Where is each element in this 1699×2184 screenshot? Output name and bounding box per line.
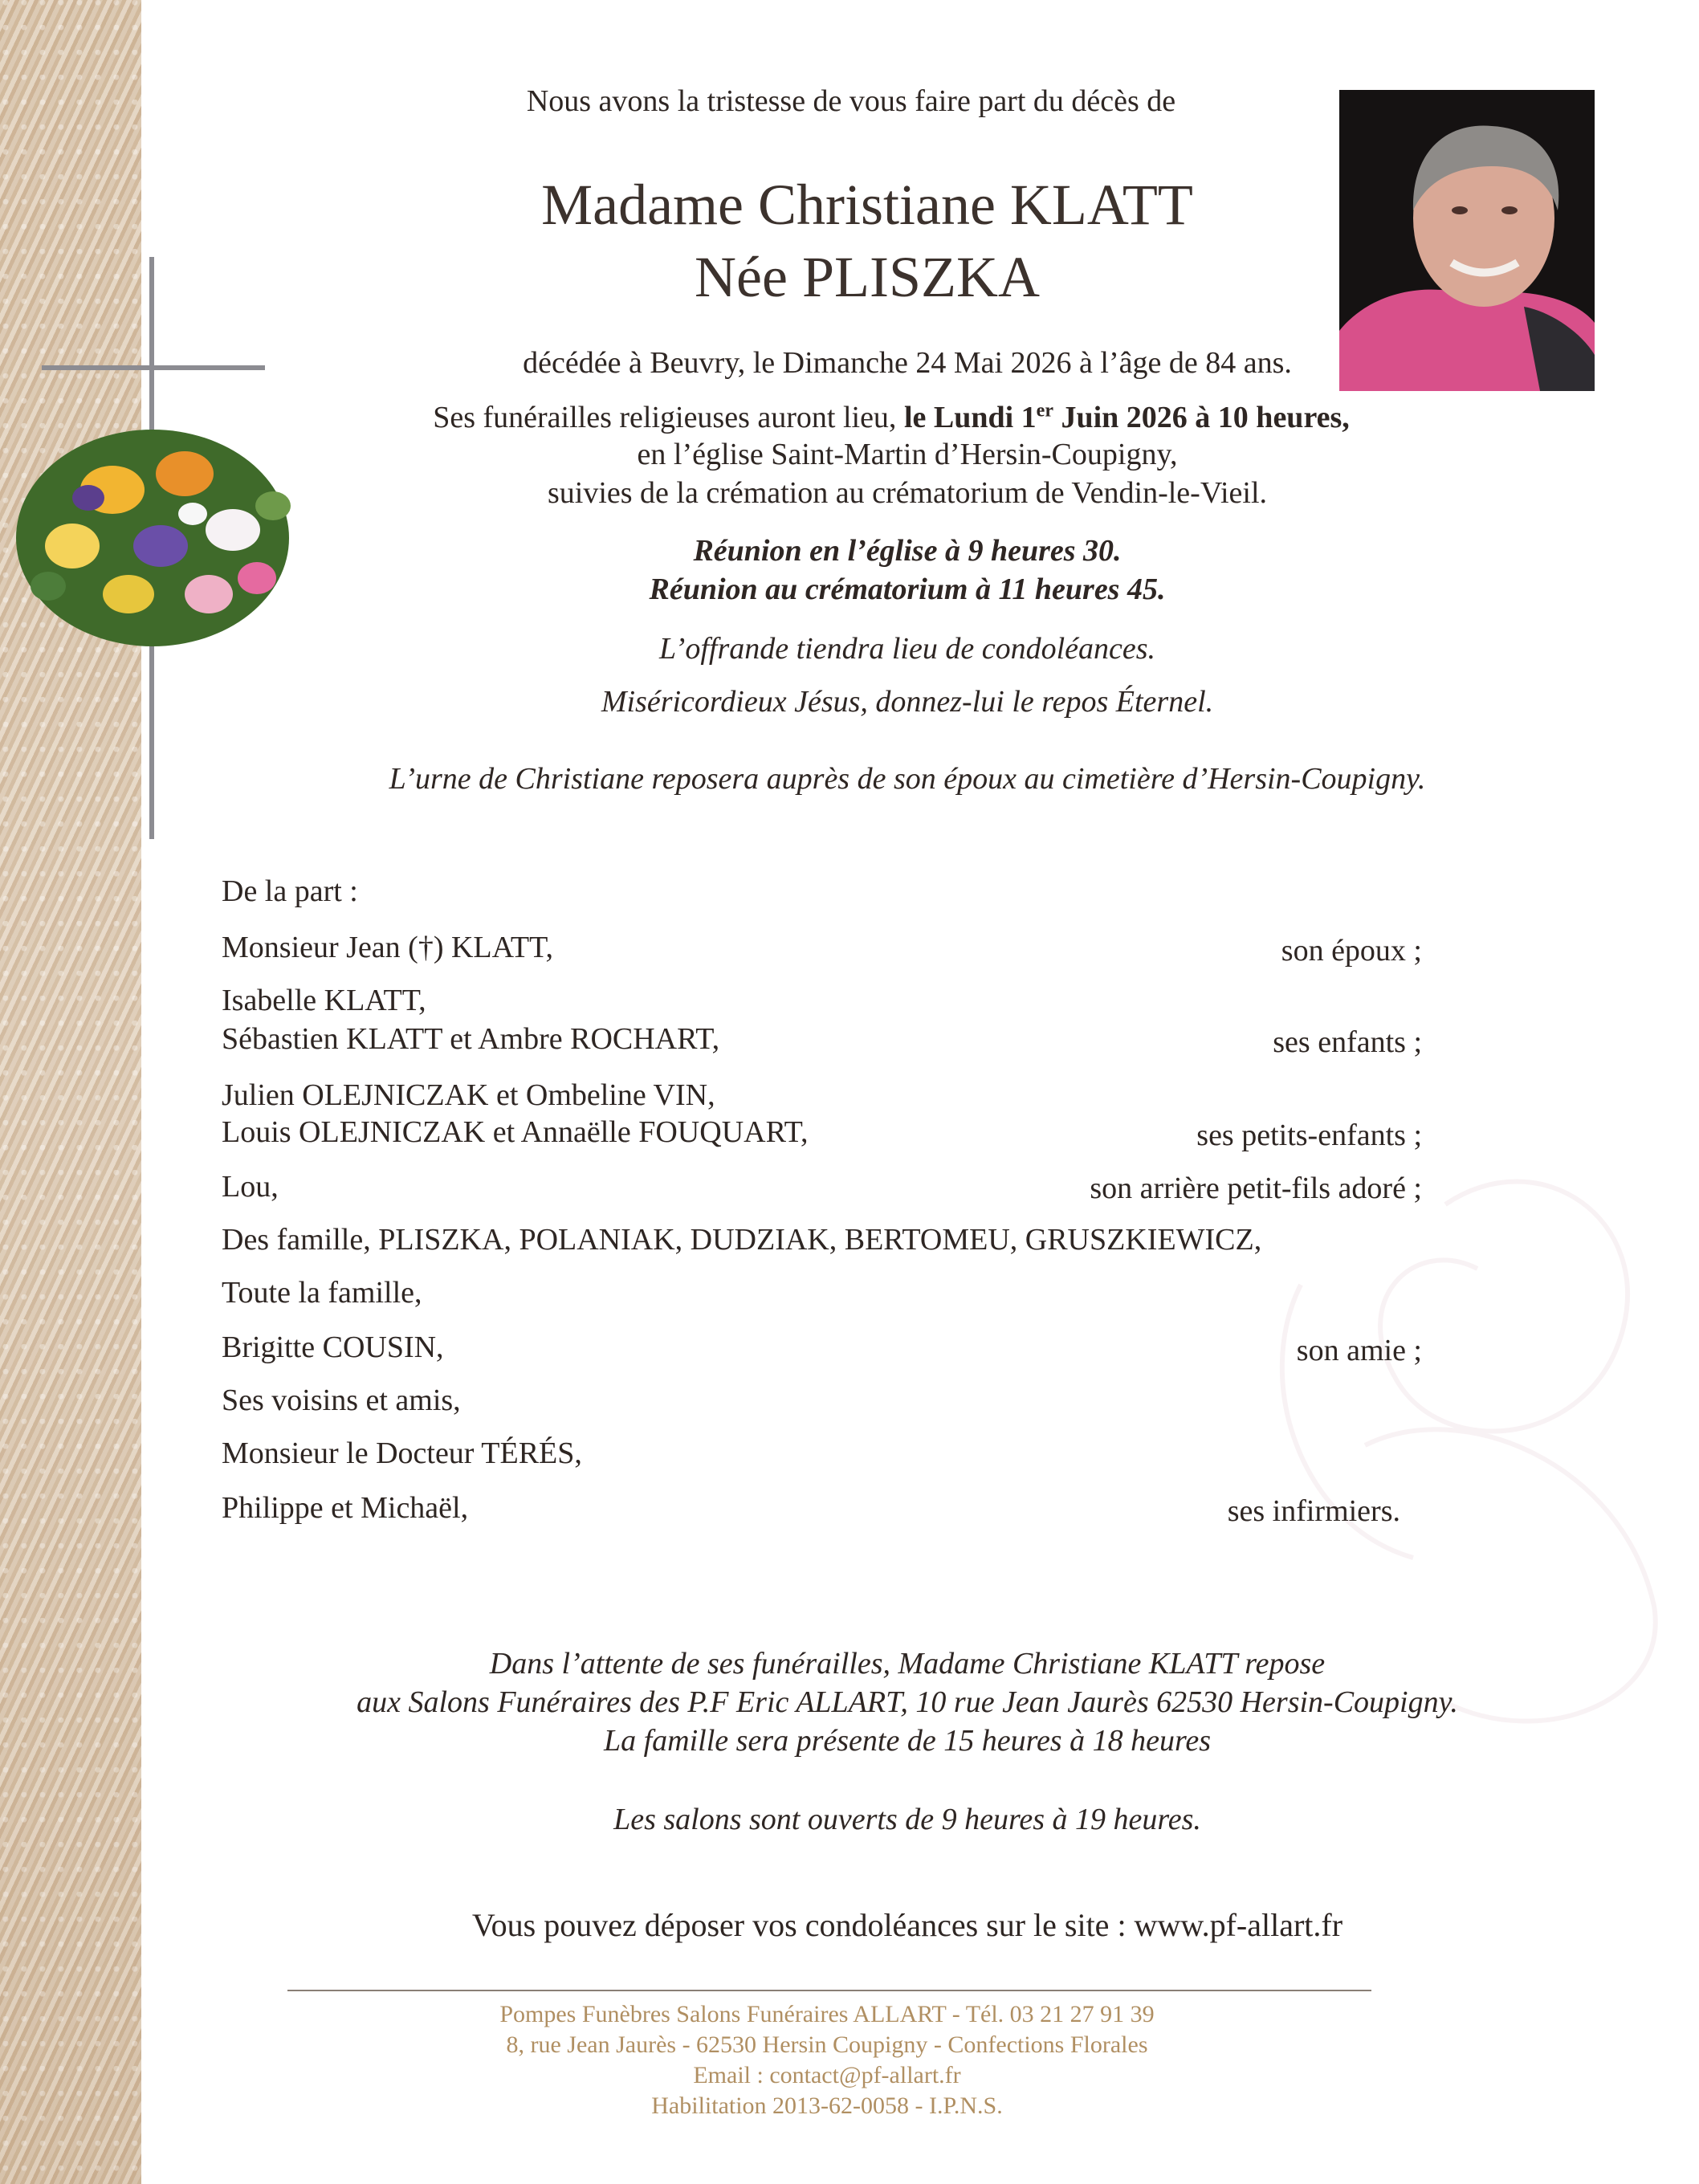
- family-name: Lou,: [222, 1170, 279, 1204]
- footer-company: Pompes Funèbres Salons Funéraires ALLART - Tél. 03 21 27 91 39: [499, 2001, 1155, 2027]
- footer-address: 8, rue Jean Jaurès - 62530 Hersin Coupigny - Confections Florales: [506, 2031, 1148, 2058]
- prayer-text: Miséricordieux Jésus, donnez-lui le repos Éternel.: [601, 685, 1214, 719]
- marble-border: [0, 0, 141, 2184]
- deceased-name: [401, 169, 1333, 313]
- funeral-date: [904, 401, 1350, 434]
- cremation-info: suivies de la crémation au crématorium de Vendin-le-Vieil.: [547, 476, 1268, 510]
- from-label: De la part :: [222, 874, 358, 908]
- family-name: Monsieur le Docteur TÉRÉS,: [222, 1436, 582, 1470]
- rest-line-2: aux Salons Funéraires des P.F Eric ALLART, 10 rue Jean Jaurès 62530 Hersin-Coupigny.: [357, 1685, 1458, 1719]
- urn-text: L’urne de Christiane reposera auprès de son époux au cimetière d’Hersin-Coupigny.: [389, 762, 1426, 796]
- deceased-name-line1: Madame Christiane KLATT: [541, 173, 1193, 237]
- rest-line-1: Dans l’attente de ses funérailles, Madame Christiane KLATT repose: [489, 1647, 1326, 1681]
- family-name: Isabelle KLATT,: [222, 984, 426, 1017]
- family-name: Louis OLEJNICZAK et Annaëlle FOUQUART,: [222, 1115, 809, 1149]
- cross-bar: [42, 365, 265, 370]
- funeral-date-sup: er: [1036, 400, 1053, 422]
- rest-line-3: La famille sera présente de 15 heures à 18 heures: [603, 1724, 1211, 1758]
- intro-text: Nous avons la tristesse de vous faire part du décès de: [526, 84, 1176, 118]
- funeral-prefix: Ses funérailles religieuses auront lieu,: [433, 401, 904, 434]
- deceased-details: décédée à Beuvry, le Dimanche 24 Mai 2026 à l’âge de 84 ans.: [523, 346, 1292, 380]
- condolences-site: Vous pouvez déposer vos condoléances sur le site : www.pf-allart.fr: [471, 1907, 1343, 1943]
- church-info: en l’église Saint-Martin d’Hersin-Coupigny,: [637, 438, 1178, 471]
- family-relation: son arrière petit-fils adoré ;: [1090, 1171, 1422, 1205]
- hours-text: Les salons sont ouverts de 9 heures à 19 heures.: [613, 1803, 1201, 1836]
- family-relation: ses enfants ;: [1273, 1025, 1422, 1059]
- reunion-crematorium: Réunion au crématorium à 11 heures 45.: [649, 572, 1166, 606]
- family-name: Julien OLEJNICZAK et Ombeline VIN,: [222, 1078, 715, 1112]
- family-relation: son amie ;: [1296, 1334, 1422, 1367]
- family-relation: son époux ;: [1281, 934, 1422, 968]
- family-name: Toute la famille,: [222, 1276, 422, 1310]
- reunion-church: Réunion en l’église à 9 heures 30.: [693, 534, 1122, 568]
- offering-text: L’offrande tiendra lieu de condoléances.: [658, 632, 1156, 666]
- family-name: Brigitte COUSIN,: [222, 1330, 444, 1364]
- family-name: Monsieur Jean (†) KLATT,: [222, 931, 553, 964]
- funeral-date-a: le Lundi 1: [903, 401, 1037, 434]
- family-name: Ses voisins et amis,: [222, 1383, 461, 1417]
- funeral-date-b: Juin 2026 à 10 heures,: [1053, 401, 1350, 434]
- family-name: Des famille, PLISZKA, POLANIAK, DUDZIAK, BERTOMEU, GRUSZKIEWICZ,: [222, 1223, 1262, 1257]
- footer-email: Email : contact@pf-allart.fr: [693, 2062, 961, 2088]
- funeral-info: [265, 400, 1518, 435]
- deceased-name-line2: Née PLISZKA: [695, 245, 1040, 309]
- footer-divider: [287, 1990, 1371, 1991]
- family-relation: ses petits-enfants ;: [1196, 1118, 1422, 1152]
- family-name: Sébastien KLATT et Ambre ROCHART,: [222, 1022, 720, 1056]
- family-name: Philippe et Michaël,: [222, 1491, 469, 1525]
- footer-habilitation: Habilitation 2013-62-0058 - I.P.N.S.: [651, 2092, 1003, 2119]
- family-relation: ses infirmiers.: [1227, 1494, 1400, 1528]
